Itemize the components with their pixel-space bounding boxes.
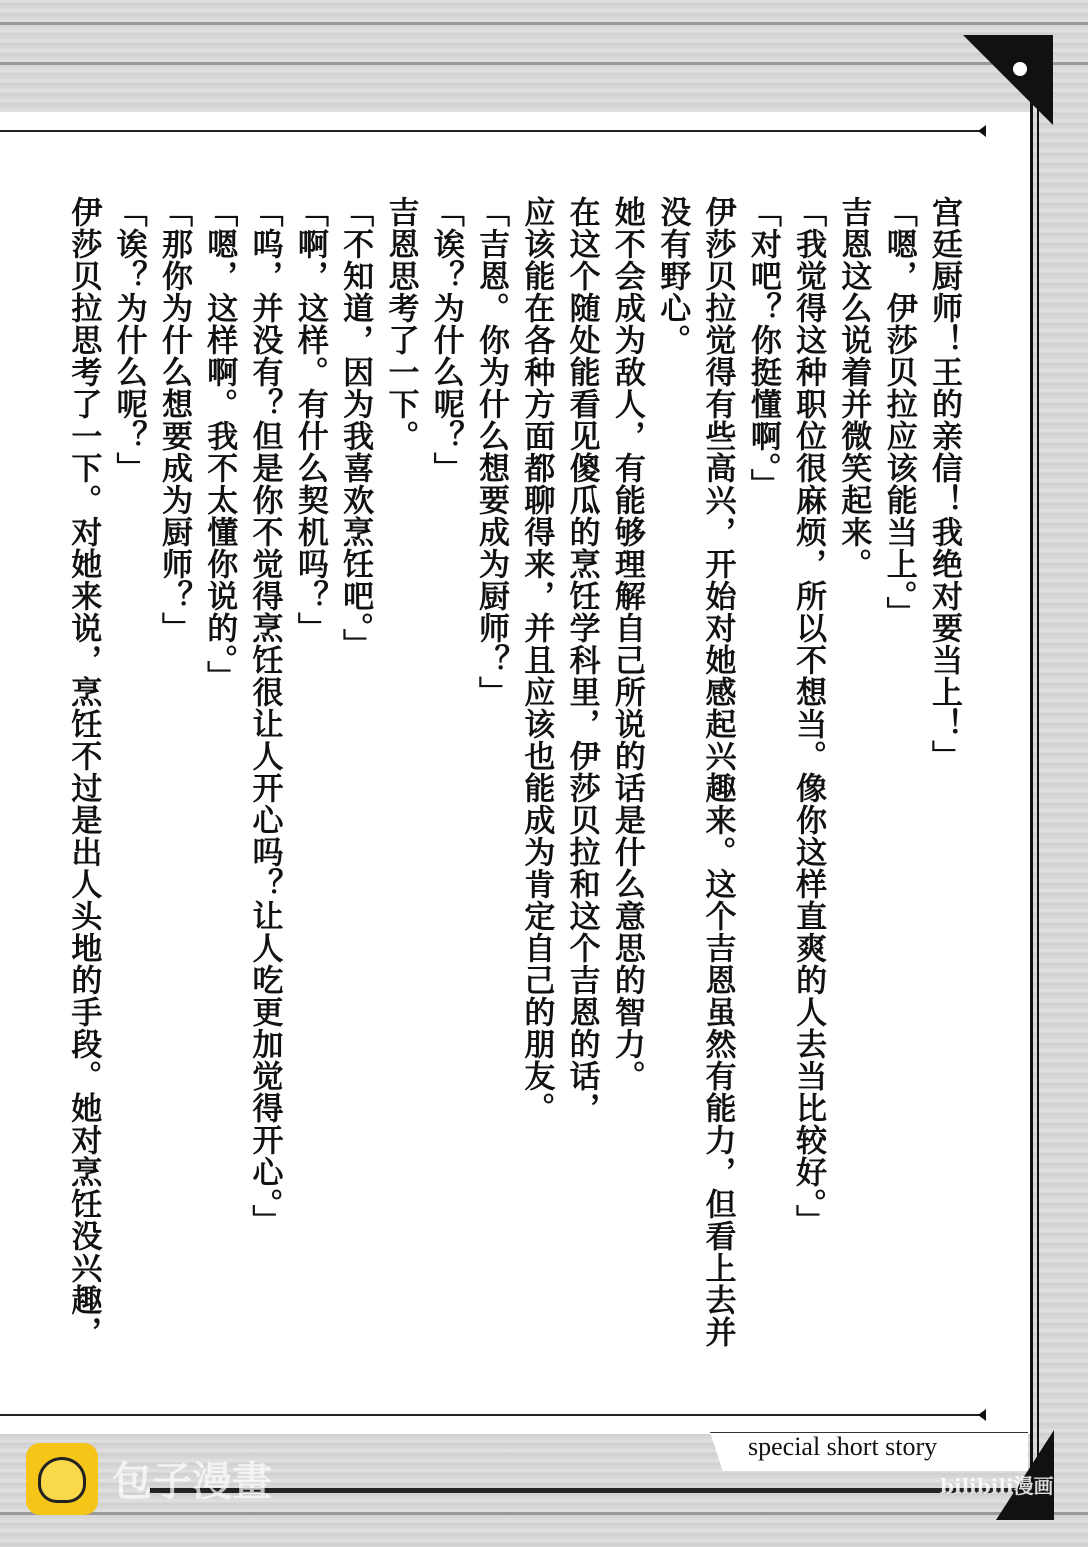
wood-plank-line <box>0 22 1088 25</box>
wood-plank-line <box>0 1512 1088 1515</box>
wood-plank-line <box>0 62 1088 65</box>
watermark-right: bilibili漫画 <box>940 1474 1054 1498</box>
corner-dot <box>1013 62 1027 76</box>
text-line: 她不会成为敌人，有能够理解自己所说的话是什么意思的智力。 <box>608 196 645 1092</box>
text-line: 「诶？为什么呢？」 <box>427 196 464 484</box>
text-line: 伊莎贝拉思考了一下。对她来说，烹饪不过是出人头地的手段。她对烹饪没兴趣， <box>65 196 102 1348</box>
text-line: 「对吧？你挺懂啊。」 <box>744 196 781 501</box>
text-line: 宫廷厨师！王的亲信！我绝对要当上！」 <box>926 196 962 772</box>
text-line: 「诶？为什么呢？」 <box>110 196 147 484</box>
wood-plank-line <box>150 1488 1050 1493</box>
text-line: 「不知道，因为我喜欢烹饪吧。」 <box>337 196 374 661</box>
baozi-logo-icon <box>26 1443 98 1515</box>
frame-border <box>1037 40 1039 1480</box>
text-line: 「啊，这样。有什么契机吗？」 <box>291 196 328 644</box>
rule-arrow-icon <box>978 125 986 137</box>
text-line: 「那你为什么想要成为厨师？」 <box>155 196 192 644</box>
text-line: 伊莎贝拉觉得有些高兴，开始对她感起兴趣来。这个吉恩虽然有能力，但看上去并没有野心。 <box>654 196 736 1348</box>
text-line: 「嗯，伊莎贝拉应该能当上。」 <box>880 196 917 629</box>
top-rule <box>0 130 982 132</box>
text-line: 吉恩这么说着并微笑起来。 <box>835 196 872 580</box>
text-line: 应该能在各种方面都聊得来，并且应该也能成为肯定自己的朋友。 <box>518 196 555 1124</box>
text-line: 「我觉得这种职位很麻烦，所以不想当。像你这样直爽的人去当比较好。」 <box>790 196 827 1237</box>
corner-ornament-top <box>963 35 1053 125</box>
text-line: 「嗯，这样啊。我不太懂你说的。」 <box>201 196 238 693</box>
text-line: 吉恩思考了一下。 <box>382 196 419 452</box>
bottom-rule <box>0 1414 982 1416</box>
story-text <box>60 196 966 1376</box>
text-line: 「吉恩。你为什么想要成为厨师？」 <box>473 196 510 708</box>
watermark-left: 包子漫畫 <box>112 1458 272 1505</box>
section-label: special short story <box>748 1432 938 1461</box>
text-line: 「呜，并没有？但是你不觉得烹饪很让人开心吗？让人吃更加觉得开心。」 <box>246 196 283 1237</box>
frame-border <box>1030 40 1033 1480</box>
rule-arrow-icon <box>978 1409 986 1421</box>
text-line: 在这个随处能看见傻瓜的烹饪学科里，伊莎贝拉和这个吉恩的话， <box>563 196 600 1124</box>
